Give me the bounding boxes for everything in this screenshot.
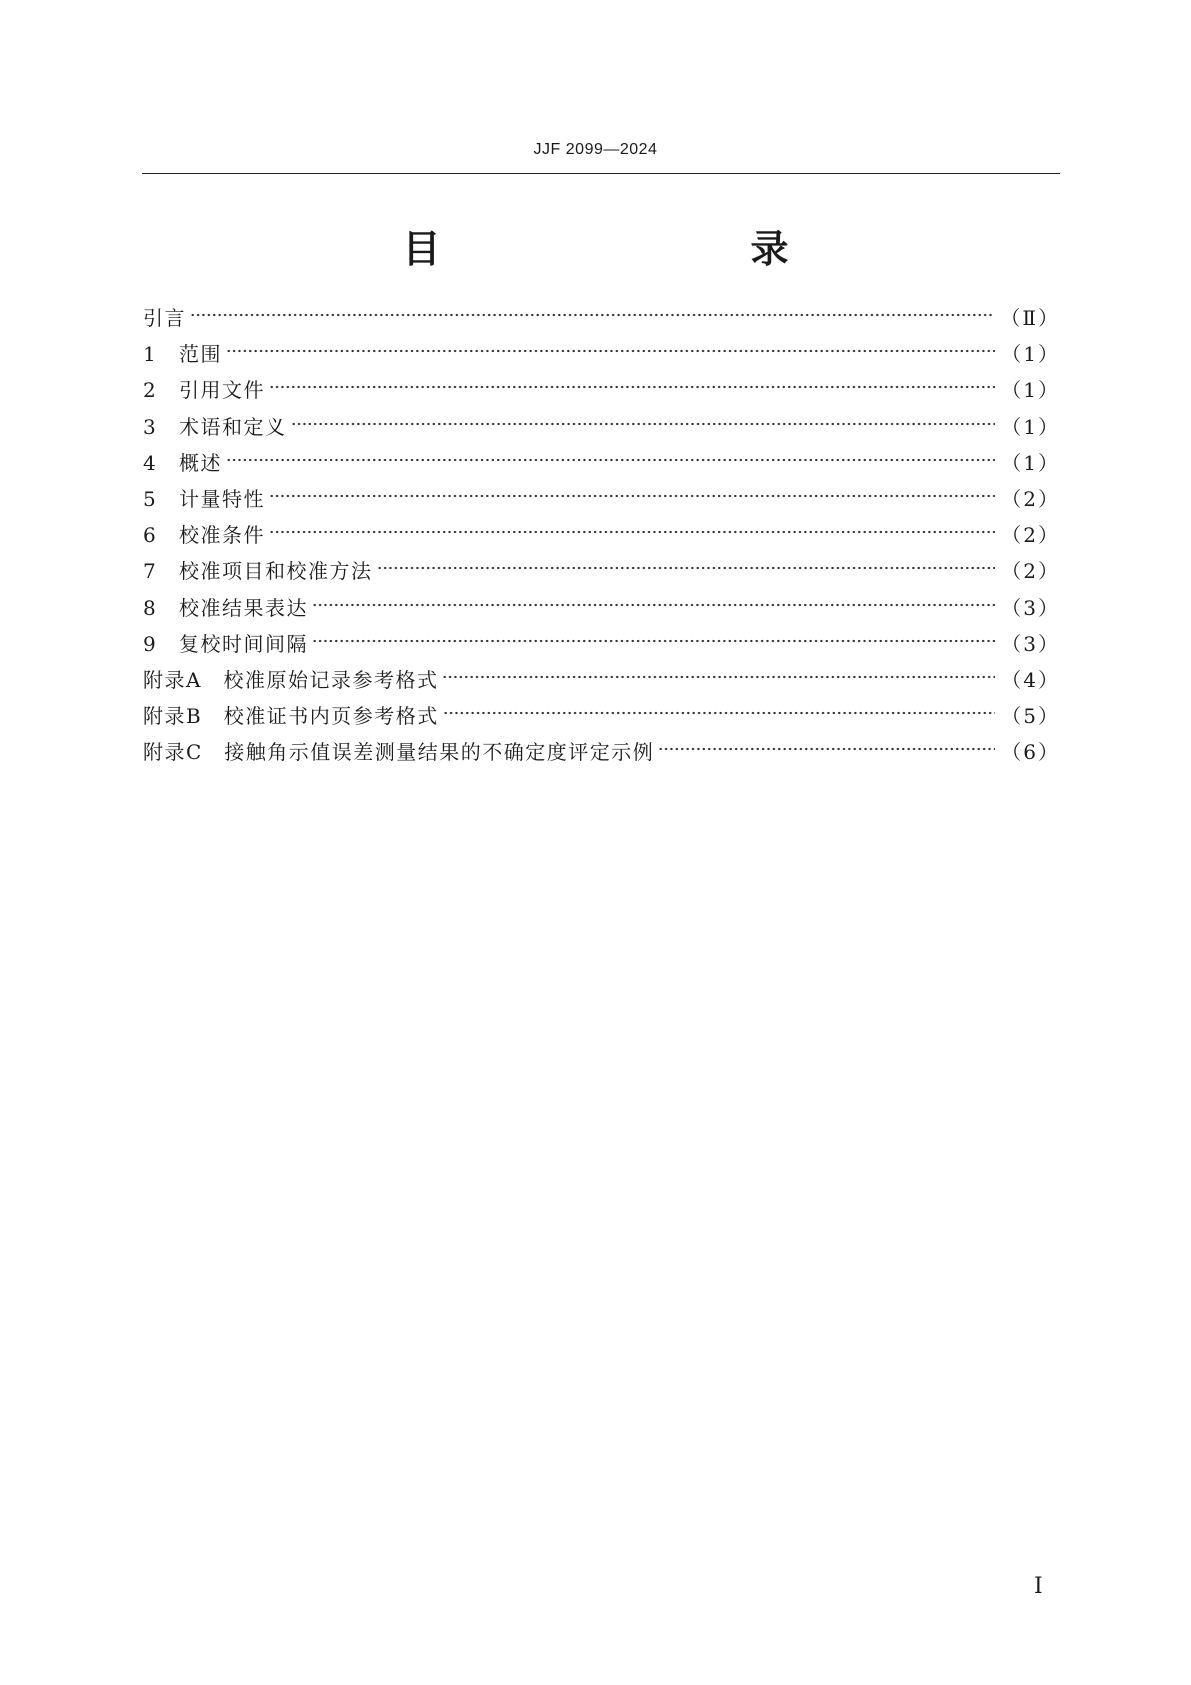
toc-entry-number: 1 <box>143 342 156 367</box>
toc-entry-3[interactable] <box>143 411 1060 447</box>
toc-entry-page: （1） <box>1001 342 1060 367</box>
dot-leader <box>312 636 995 646</box>
toc-entry-number: 4 <box>143 450 156 475</box>
toc-entry-appendix-b[interactable] <box>143 700 1060 736</box>
table-of-contents <box>143 302 1060 772</box>
toc-entry-label: 范围 <box>179 342 222 367</box>
toc-entry-page: （2） <box>1001 486 1060 511</box>
standard-code: JJF 2099—2024 <box>533 141 658 158</box>
toc-entry-page: （1） <box>1001 450 1060 475</box>
toc-entry-number: 7 <box>143 559 156 584</box>
dot-leader <box>291 419 996 429</box>
toc-entry-6[interactable] <box>143 519 1060 555</box>
toc-entry-page: （3） <box>1001 595 1060 620</box>
dot-leader <box>658 744 995 754</box>
dot-leader <box>226 346 995 356</box>
toc-entry-label: 概述 <box>179 450 222 475</box>
toc-entry-page: （1） <box>1001 378 1060 403</box>
dot-leader <box>269 382 995 392</box>
toc-entry-label: 附录C 接触角示值误差测量结果的不确定度评定示例 <box>143 740 655 765</box>
page-number: Ⅰ <box>1034 1574 1043 1599</box>
dot-leader <box>269 491 995 501</box>
dot-leader <box>190 310 994 320</box>
toc-entry-label: 引用文件 <box>179 378 265 403</box>
dot-leader <box>226 455 995 465</box>
toc-entry-page: （4） <box>1001 667 1060 692</box>
toc-entry-2[interactable] <box>143 374 1060 410</box>
toc-entry-page: （3） <box>1001 631 1060 656</box>
toc-entry-label: 复校时间间隔 <box>179 631 308 656</box>
toc-entry-number: 5 <box>143 486 156 511</box>
toc-entry-1[interactable] <box>143 338 1060 374</box>
toc-entry-number: 3 <box>143 414 156 439</box>
header-rule <box>142 173 1060 174</box>
dot-leader <box>442 672 995 682</box>
toc-entry-page: （2） <box>1001 559 1060 584</box>
toc-entry-label: 校准项目和校准方法 <box>179 559 373 584</box>
toc-entry-page: （6） <box>1001 740 1060 765</box>
toc-entry-7[interactable] <box>143 555 1060 591</box>
toc-entry-8[interactable] <box>143 592 1060 628</box>
toc-entry-appendix-c[interactable] <box>143 736 1060 772</box>
toc-entry-page: （5） <box>1001 704 1060 729</box>
toc-entry-label: 计量特性 <box>179 486 265 511</box>
toc-entry-number: 9 <box>143 631 156 656</box>
toc-entry-label: 校准条件 <box>179 523 265 548</box>
toc-entry-label: 校准结果表达 <box>179 595 308 620</box>
toc-entry-5[interactable] <box>143 483 1060 519</box>
dot-leader <box>443 708 996 718</box>
toc-entry-page: （1） <box>1001 414 1060 439</box>
toc-entry-page: （2） <box>1001 523 1060 548</box>
toc-entry-appendix-a[interactable] <box>143 664 1060 700</box>
dot-leader <box>269 527 995 537</box>
dot-leader <box>377 563 996 573</box>
toc-entry-number: 2 <box>143 378 156 403</box>
toc-entry-number: 6 <box>143 523 156 548</box>
dot-leader <box>312 600 995 610</box>
toc-entry-label: 附录A 校准原始记录参考格式 <box>143 667 439 692</box>
toc-entry-4[interactable] <box>143 447 1060 483</box>
toc-entry-label: 引言 <box>143 306 186 330</box>
toc-title: 目 录 <box>402 227 867 271</box>
toc-entry-page: （Ⅱ） <box>1000 306 1060 330</box>
toc-entry-label: 术语和定义 <box>179 414 287 439</box>
toc-entry-introduction[interactable] <box>143 302 1060 338</box>
toc-entry-label: 附录B 校准证书内页参考格式 <box>143 704 439 729</box>
toc-entry-number: 8 <box>143 595 156 620</box>
toc-entry-9[interactable] <box>143 628 1060 664</box>
